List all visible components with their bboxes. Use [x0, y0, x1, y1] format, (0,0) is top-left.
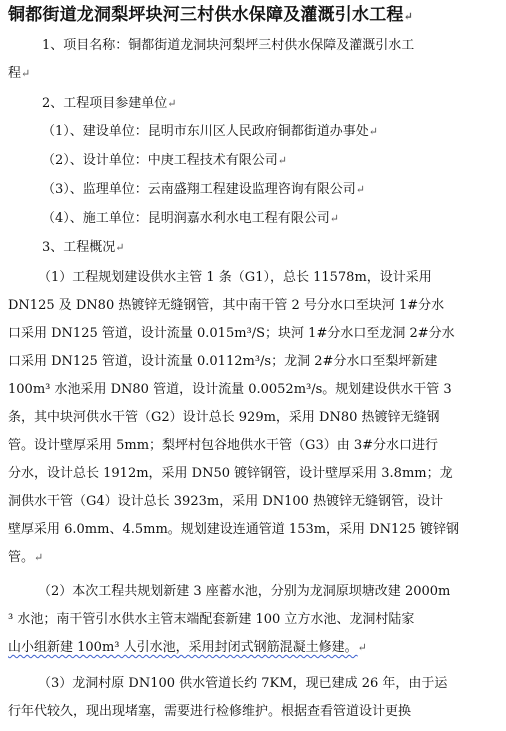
document-title: 铜都街道龙洞梨坪块河三村供水保障及灌溉引水工程↵: [8, 5, 414, 25]
paragraph-mark: ↵: [115, 241, 125, 254]
section-heading-units: 2、工程项目参建单位↵: [42, 96, 177, 111]
overview-para1-line: 壁厚采用 6.0mm、4.5mm。规划建设连通管道 153m，采用 DN125 镀锌钢: [8, 522, 459, 537]
paragraph-mark: ↵: [368, 125, 378, 138]
section-heading-overview: 3、工程概况↵: [42, 240, 125, 255]
unit-design: （2）、设计单位：中庚工程技术有限公司↵: [42, 153, 287, 168]
paragraph-mark: ↵: [357, 641, 367, 654]
unit-contractor: （4）、施工单位：昆明润嘉水利水电工程有限公司↵: [42, 211, 339, 226]
unit-supervision: （3）、监理单位：云南盛翔工程建设监理咨询有限公司↵: [42, 182, 365, 197]
overview-para1-line: （1）工程规划建设供水主管 1 条（G1），总长 11578m，设计采用: [38, 270, 432, 285]
overview-para1-line: DN125 及 DN80 热镀锌无缝钢管，其中南干管 2 号分水口至块河 1#分水: [8, 298, 445, 313]
paragraph-mark: ↵: [329, 212, 339, 225]
item-project-name: 1、项目名称：铜都街道龙洞块河梨坪三村供水保障及灌溉引水工: [42, 38, 415, 53]
paragraph-mark: ↵: [277, 154, 287, 167]
overview-para1-line: 洞供水干管（G4）设计总长 3923m，采用 DN100 热镀锌无缝钢管，设计: [8, 494, 444, 509]
unit-construction: （1）、建设单位：昆明市东川区人民政府铜都街道办事处↵: [42, 124, 378, 139]
overview-para3-line: 行年代较久，现出现堵塞，需要进行检修维护。根据查看管道设计更换: [8, 704, 412, 719]
item-project-name-cont: 程↵: [8, 66, 31, 81]
paragraph-mark: ↵: [34, 551, 44, 564]
overview-para1-line: 口采用 DN125 管道，设计流量 0.015m³/S；块河 1#分水口至龙洞 2#分水: [8, 326, 455, 341]
overview-para1-line: 条，其中块河供水干管（G2）设计总长 929m，采用 DN80 热镀锌无缝钢: [8, 410, 440, 425]
overview-para2-line: ³ 水池；南干管引水供水主管末端配套新建 100 立方水池、龙洞村陆家: [8, 612, 415, 627]
overview-para2-line: 山小组新建 100m³ 人引水池，采用封闭式钢筋混凝土修建。↵: [8, 640, 367, 655]
overview-para1-line: 口采用 DN125 管道，设计流量 0.0112m³/s；龙洞 2#分水口至梨坪新建: [8, 354, 438, 369]
paragraph-mark: ↵: [403, 10, 414, 23]
overview-para2-line: （2）本次工程共规划新建 3 座蓄水池，分别为龙洞原坝塘改建 2000m: [38, 584, 451, 599]
overview-para1-line: 管。↵: [8, 550, 44, 565]
overview-para1-line: 分水，设计总长 1912m，采用 DN50 镀锌钢管，设计壁厚采用 3.8mm；龙: [8, 466, 453, 481]
paragraph-mark: ↵: [355, 183, 365, 196]
paragraph-mark: ↵: [21, 67, 31, 80]
paragraph-mark: ↵: [167, 97, 177, 110]
overview-para1-line: 管。设计壁厚采用 5mm；梨坪村包谷地供水干管（G3）由 3#分水口进行: [8, 438, 439, 453]
overview-para3-line: （3）龙洞村原 DN100 供水管道长约 7KM，现已建成 26 年，由于运: [38, 676, 448, 691]
overview-para1-line: 100m³ 水池采用 DN80 管道，设计流量 0.0052m³/s。规划建设供水干管 3: [8, 382, 452, 397]
